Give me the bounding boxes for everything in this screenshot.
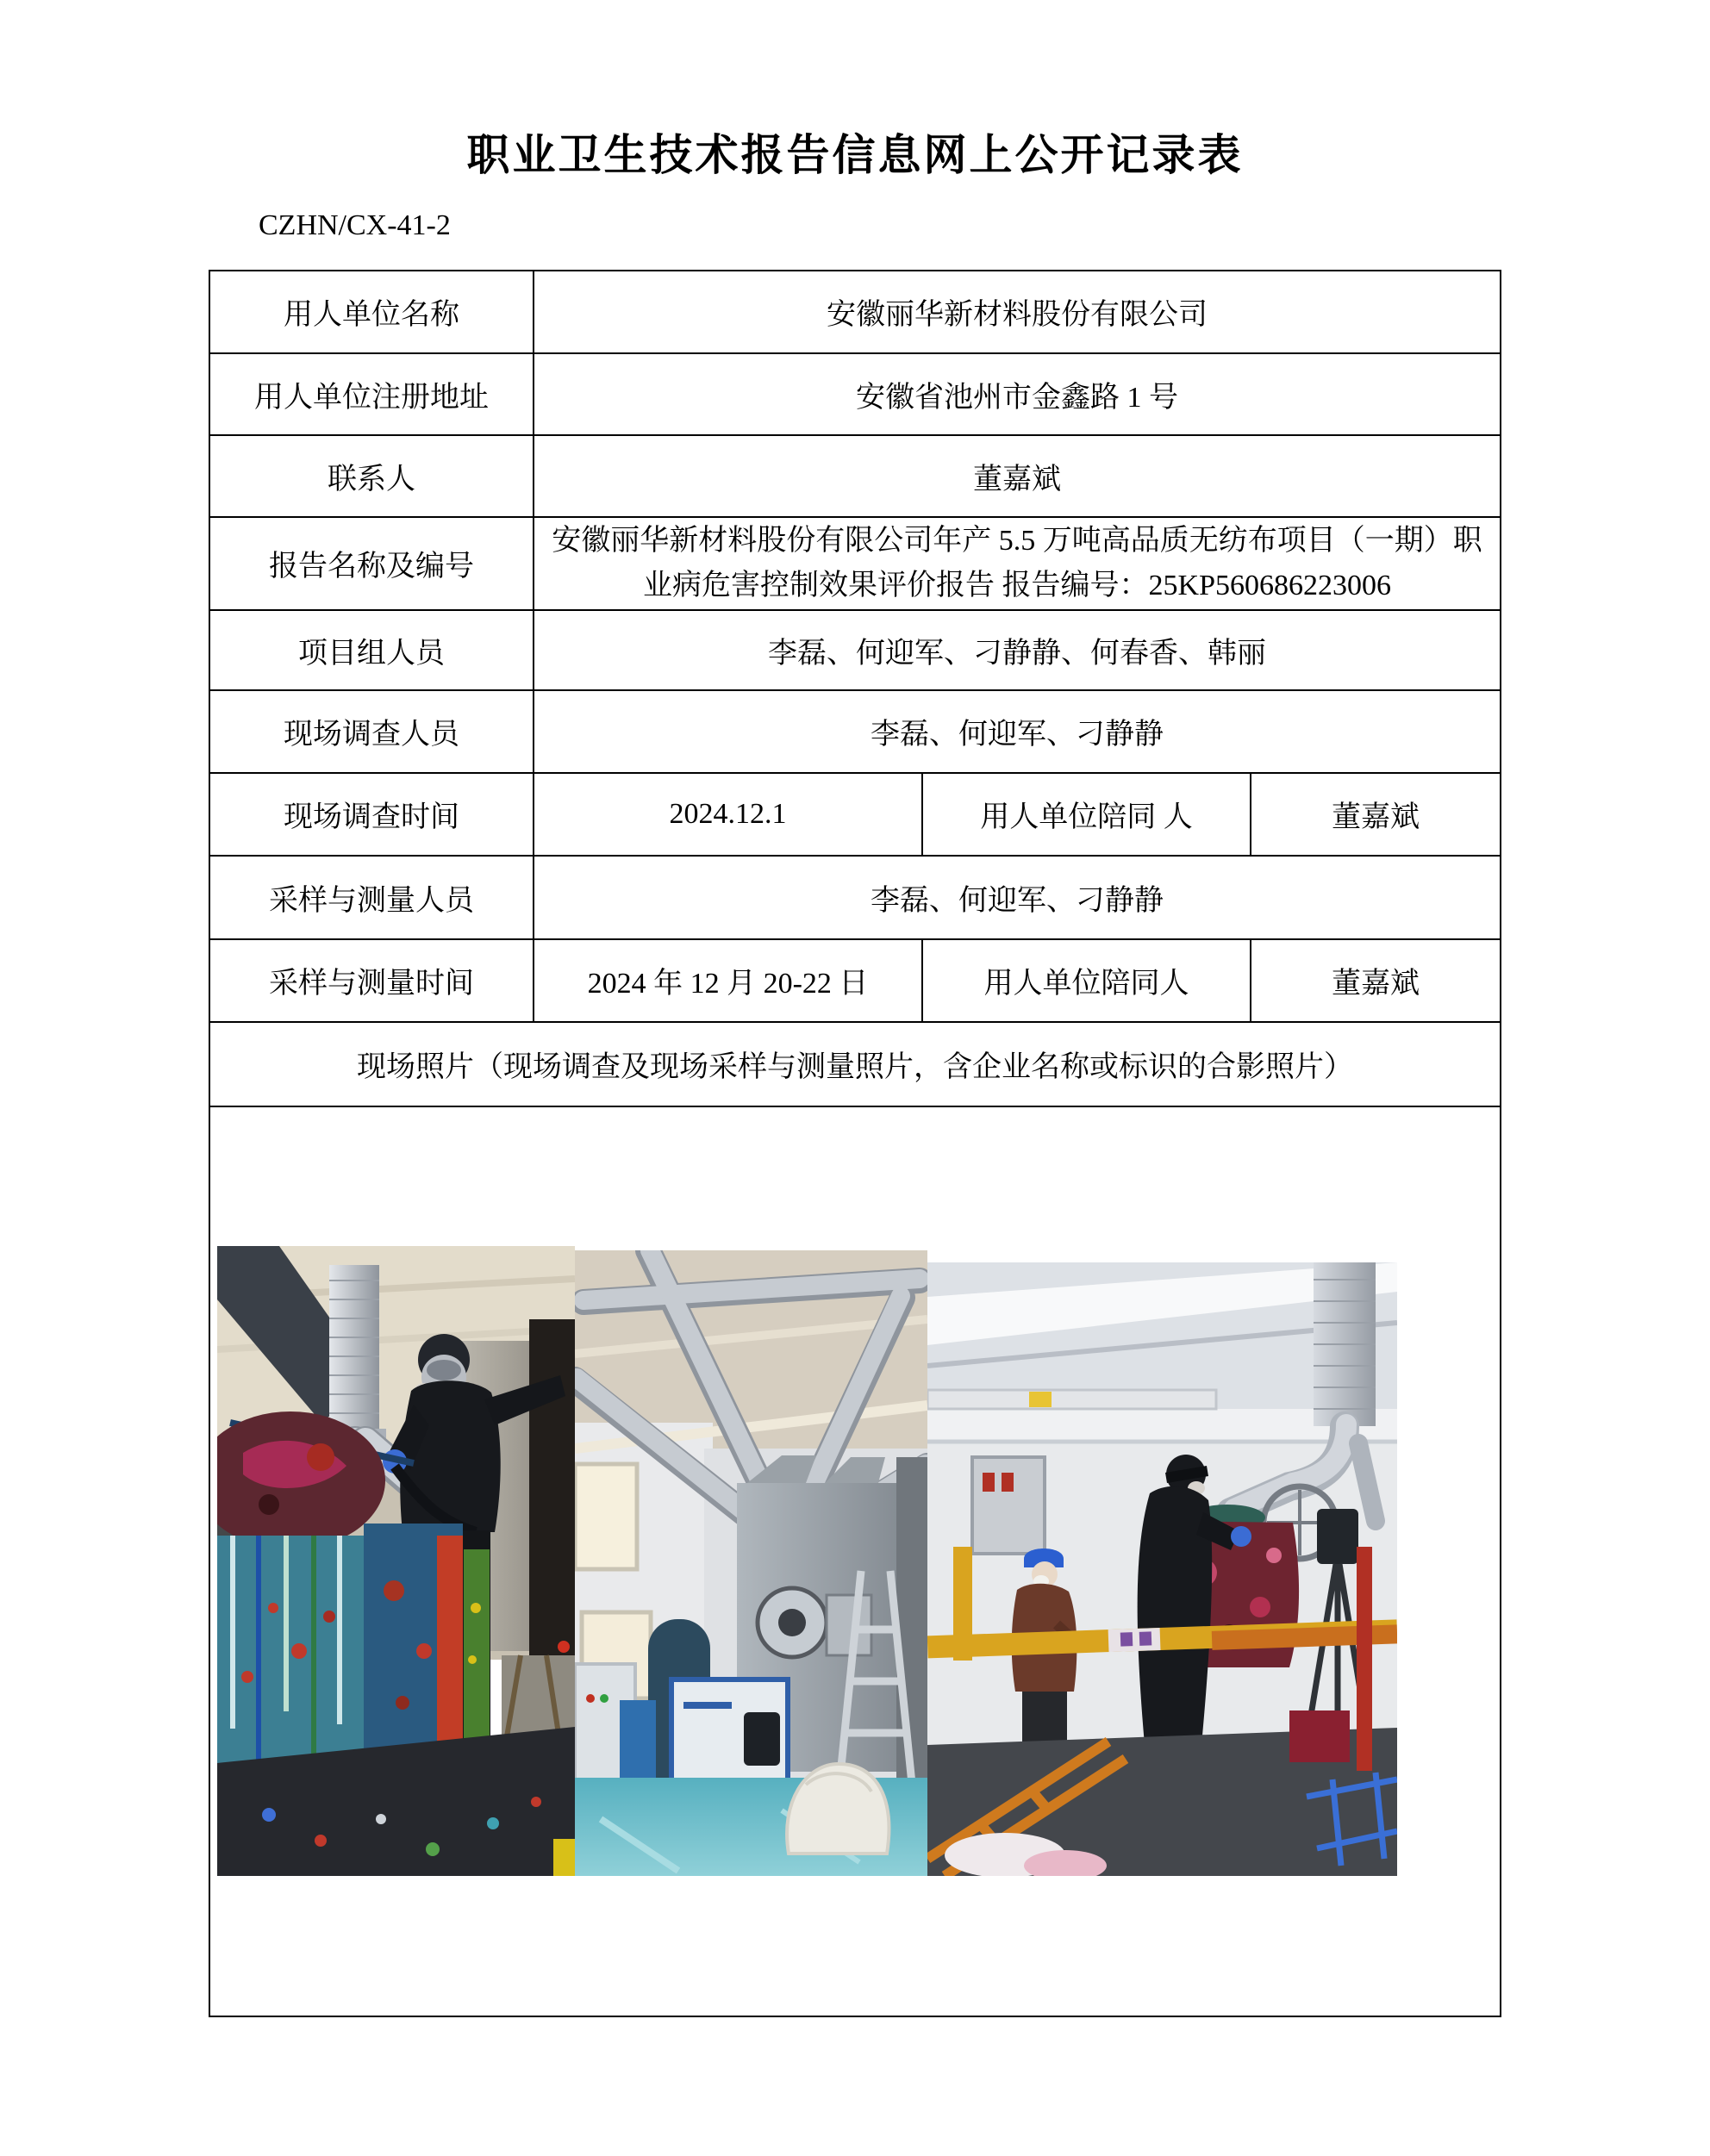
row-label: 现场调查时间	[209, 773, 534, 856]
table-row	[209, 773, 1501, 856]
row-label: 采样与测量时间	[209, 939, 534, 1022]
row-label: 报告名称及编号	[209, 517, 534, 610]
row-value: 李磊、何迎军、刁静静、何春香、韩丽	[534, 610, 1501, 690]
row-label: 项目组人员	[209, 610, 534, 690]
row-value: 李磊、何迎军、刁静静	[534, 690, 1501, 773]
photos-header: 现场照片（现场调查及现场采样与测量照片，含企业名称或标识的合影照片）	[209, 1022, 1501, 1106]
table-row	[209, 856, 1501, 939]
site-photo-1	[217, 1246, 575, 1876]
row-label: 现场调查人员	[209, 690, 534, 773]
row-value: 李磊、何迎军、刁静静	[534, 856, 1501, 939]
row-label: 采样与测量人员	[209, 856, 534, 939]
photo-cell	[209, 1106, 1501, 2016]
photo-row	[209, 1106, 1501, 2016]
table-row	[209, 690, 1501, 773]
escort-label: 用人单位陪同人	[922, 939, 1251, 1022]
row-value: 2024.12.1	[534, 773, 922, 856]
row-value: 安徽丽华新材料股份有限公司	[534, 271, 1501, 353]
site-photo-2	[575, 1250, 927, 1876]
site-photo-3	[927, 1262, 1397, 1876]
row-value: 安徽丽华新材料股份有限公司年产 5.5 万吨高品质无纺布项目（一期）职业病危害控制效果评价报告 报告编号：25KP560686223006	[534, 517, 1501, 610]
table-row	[209, 610, 1501, 690]
form-code: CZHN/CX-41-2	[259, 209, 451, 241]
record-table	[209, 270, 1501, 2017]
table-row	[209, 1022, 1501, 1106]
row-label: 用人单位名称	[209, 271, 534, 353]
row-label: 联系人	[209, 435, 534, 517]
escort-label: 用人单位陪同 人	[922, 773, 1251, 856]
escort-name: 董嘉斌	[1251, 773, 1501, 856]
escort-name: 董嘉斌	[1251, 939, 1501, 1022]
site-photos	[217, 1246, 1493, 1876]
table-row	[209, 353, 1501, 435]
row-value: 安徽省池州市金鑫路 1 号	[534, 353, 1501, 435]
table-row	[209, 271, 1501, 353]
row-value: 2024 年 12 月 20-22 日	[534, 939, 922, 1022]
row-label: 用人单位注册地址	[209, 353, 534, 435]
table-row	[209, 517, 1501, 610]
table-row	[209, 435, 1501, 517]
table-row	[209, 939, 1501, 1022]
row-value: 董嘉斌	[534, 435, 1501, 517]
page-title: 职业卫生技术报告信息网上公开记录表	[466, 131, 1244, 179]
